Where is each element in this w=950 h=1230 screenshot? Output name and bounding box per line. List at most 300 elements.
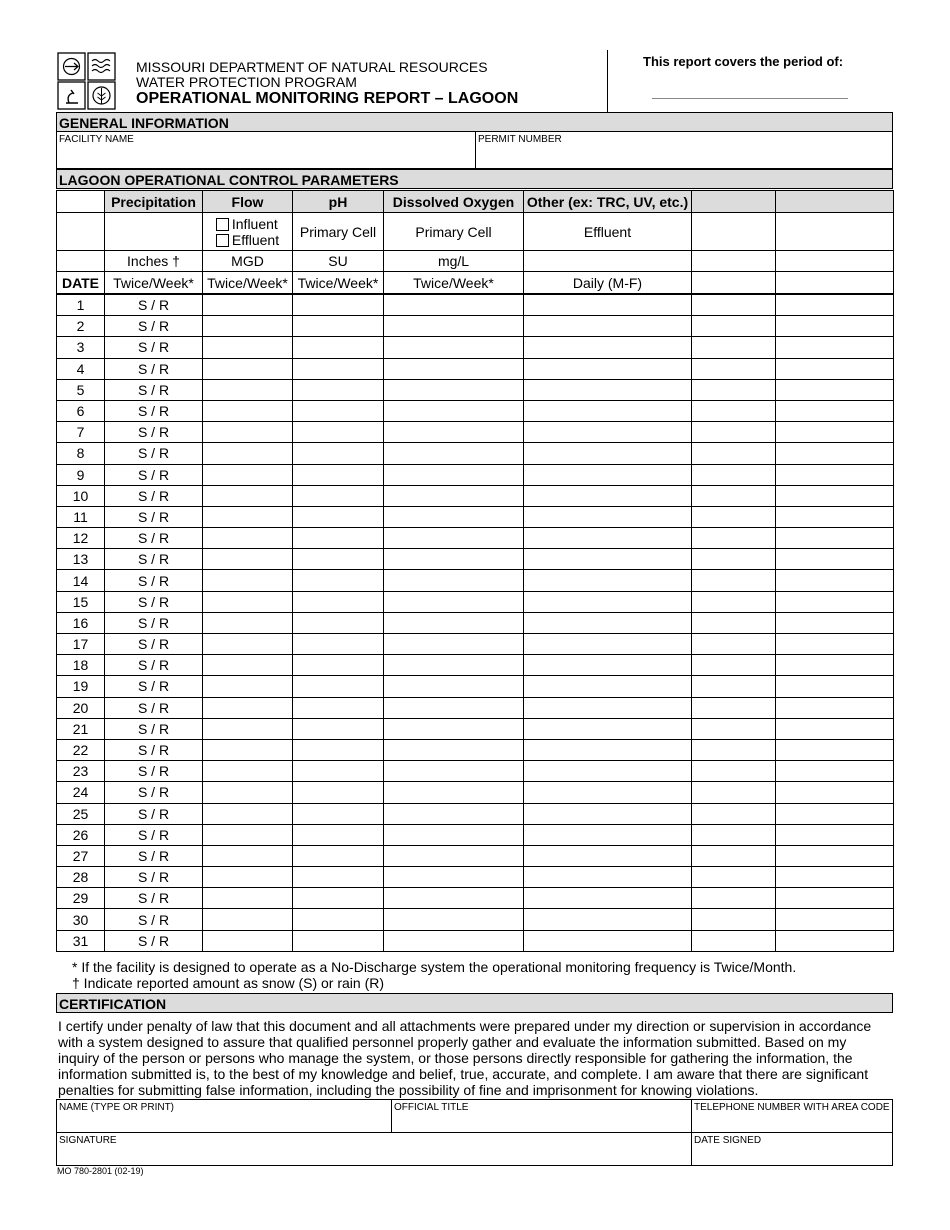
other-cell[interactable] <box>524 803 692 824</box>
table-row <box>57 294 894 316</box>
flow-cell[interactable] <box>203 549 293 570</box>
blank-cell-1[interactable] <box>692 400 776 421</box>
other-unit[interactable] <box>524 251 692 272</box>
blank-cell-2[interactable] <box>776 824 894 845</box>
precipitation-cell[interactable]: S / R <box>105 697 203 718</box>
other-cell[interactable] <box>524 739 692 760</box>
location-row <box>57 213 894 251</box>
other-cell[interactable] <box>524 909 692 930</box>
telephone-field[interactable] <box>691 1099 893 1133</box>
blank-cell-2[interactable] <box>776 803 894 824</box>
official-title-field[interactable] <box>391 1099 692 1133</box>
other-cell[interactable] <box>524 549 692 570</box>
other-cell[interactable] <box>524 845 692 866</box>
precipitation-cell[interactable]: S / R <box>105 379 203 400</box>
blank-cell-1[interactable] <box>692 612 776 633</box>
ph-cell[interactable] <box>293 358 384 379</box>
table-row <box>57 464 894 485</box>
do-cell[interactable] <box>384 676 524 697</box>
do-cell[interactable] <box>384 888 524 909</box>
do-cell[interactable] <box>384 845 524 866</box>
do-cell[interactable] <box>384 930 524 951</box>
flow-cell[interactable] <box>203 591 293 612</box>
precip-unit: Inches † <box>105 251 203 272</box>
day-number: 16 <box>57 612 105 633</box>
blank-cell-1[interactable] <box>692 591 776 612</box>
day-number: 1 <box>57 294 105 316</box>
ph-cell[interactable] <box>293 697 384 718</box>
blank-cell-1[interactable] <box>692 739 776 760</box>
general-information-heading: GENERAL INFORMATION <box>56 112 893 132</box>
flow-cell[interactable] <box>203 930 293 951</box>
do-cell[interactable] <box>384 400 524 421</box>
blank-cell-1[interactable] <box>692 930 776 951</box>
ph-cell[interactable] <box>293 634 384 655</box>
do-frequency: Twice/Week* <box>384 272 524 295</box>
precipitation-cell[interactable]: S / R <box>105 464 203 485</box>
blank-cell-2[interactable] <box>776 655 894 676</box>
other-cell[interactable] <box>524 824 692 845</box>
day-number: 21 <box>57 718 105 739</box>
blank-cell-2[interactable] <box>776 549 894 570</box>
precipitation-cell[interactable]: S / R <box>105 930 203 951</box>
telephone-label: TELEPHONE NUMBER WITH AREA CODE <box>694 1102 890 1113</box>
flow-cell[interactable] <box>203 888 293 909</box>
flow-cell[interactable] <box>203 867 293 888</box>
ph-cell[interactable] <box>293 909 384 930</box>
ph-cell[interactable] <box>293 930 384 951</box>
flow-type-cell <box>203 213 293 251</box>
other-cell[interactable] <box>524 443 692 464</box>
do-cell[interactable] <box>384 358 524 379</box>
other-cell[interactable] <box>524 506 692 527</box>
precipitation-cell[interactable]: S / R <box>105 761 203 782</box>
blank-cell-2[interactable] <box>776 294 894 316</box>
do-unit: mg/L <box>384 251 524 272</box>
ph-cell[interactable] <box>293 570 384 591</box>
permit-number-label: PERMIT NUMBER <box>478 134 562 145</box>
blank-cell-1[interactable] <box>692 464 776 485</box>
frequency-blank-1[interactable] <box>692 272 776 295</box>
day-number: 19 <box>57 676 105 697</box>
other-cell[interactable] <box>524 867 692 888</box>
ph-cell[interactable] <box>293 676 384 697</box>
precipitation-cell[interactable]: S / R <box>105 570 203 591</box>
other-cell[interactable] <box>524 612 692 633</box>
do-cell[interactable] <box>384 422 524 443</box>
blank-cell-2[interactable] <box>776 506 894 527</box>
do-cell[interactable] <box>384 718 524 739</box>
other-cell[interactable] <box>524 528 692 549</box>
do-cell[interactable] <box>384 655 524 676</box>
facility-name-field[interactable] <box>56 132 476 169</box>
other-cell[interactable] <box>524 655 692 676</box>
blank-cell-2[interactable] <box>776 782 894 803</box>
blank-cell-2[interactable] <box>776 612 894 633</box>
other-cell[interactable] <box>524 718 692 739</box>
other-cell[interactable] <box>524 888 692 909</box>
blank-cell-2[interactable] <box>776 464 894 485</box>
ph-cell[interactable] <box>293 506 384 527</box>
units-blank-2[interactable] <box>776 251 894 272</box>
blank-cell-2[interactable] <box>776 570 894 591</box>
table-row <box>57 888 894 909</box>
blank-cell-2[interactable] <box>776 358 894 379</box>
blank-cell-2[interactable] <box>776 443 894 464</box>
flow-cell[interactable] <box>203 697 293 718</box>
do-cell[interactable] <box>384 697 524 718</box>
do-cell[interactable] <box>384 443 524 464</box>
other-location: Effluent <box>524 213 692 251</box>
blank-cell-1[interactable] <box>692 316 776 337</box>
precipitation-cell[interactable]: S / R <box>105 888 203 909</box>
blank-cell-1[interactable] <box>692 528 776 549</box>
do-cell[interactable] <box>384 485 524 506</box>
blank-cell-1[interactable] <box>692 655 776 676</box>
table-row <box>57 358 894 379</box>
blank-cell-2[interactable] <box>776 379 894 400</box>
location-blank-2[interactable] <box>776 213 894 251</box>
col-blank-2[interactable] <box>776 191 894 213</box>
frequency-blank-2[interactable] <box>776 272 894 295</box>
table-row <box>57 400 894 421</box>
blank-cell-2[interactable] <box>776 888 894 909</box>
blank-cell-2[interactable] <box>776 634 894 655</box>
influent-checkbox[interactable] <box>216 218 229 231</box>
flow-cell[interactable] <box>203 803 293 824</box>
ph-cell[interactable] <box>293 464 384 485</box>
precipitation-cell[interactable]: S / R <box>105 739 203 760</box>
other-cell[interactable] <box>524 634 692 655</box>
blank-cell-1[interactable] <box>692 634 776 655</box>
blank-cell-1[interactable] <box>692 422 776 443</box>
blank-cell-2[interactable] <box>776 930 894 951</box>
blank-cell-2[interactable] <box>776 337 894 358</box>
ph-cell[interactable] <box>293 739 384 760</box>
form-title: OPERATIONAL MONITORING REPORT – LAGOON <box>136 90 519 107</box>
blank-cell-2[interactable] <box>776 676 894 697</box>
certification-heading: CERTIFICATION <box>56 993 893 1013</box>
precipitation-cell[interactable]: S / R <box>105 718 203 739</box>
do-cell[interactable] <box>384 782 524 803</box>
flow-cell[interactable] <box>203 422 293 443</box>
ph-cell[interactable] <box>293 824 384 845</box>
precipitation-cell[interactable]: S / R <box>105 528 203 549</box>
do-cell[interactable] <box>384 867 524 888</box>
blank-cell-2[interactable] <box>776 761 894 782</box>
other-frequency: Daily (M-F) <box>524 272 692 295</box>
other-cell[interactable] <box>524 294 692 316</box>
flow-cell[interactable] <box>203 739 293 760</box>
ph-cell[interactable] <box>293 443 384 464</box>
location-precip-cell <box>105 213 203 251</box>
table-row <box>57 761 894 782</box>
table-row <box>57 634 894 655</box>
precipitation-cell[interactable]: S / R <box>105 422 203 443</box>
day-rows <box>57 294 894 951</box>
precipitation-cell[interactable]: S / R <box>105 655 203 676</box>
ph-cell[interactable] <box>293 888 384 909</box>
blank-cell-2[interactable] <box>776 845 894 866</box>
period-label: This report covers the period of: <box>643 54 844 69</box>
do-cell[interactable] <box>384 612 524 633</box>
ph-cell[interactable] <box>293 655 384 676</box>
table-row <box>57 570 894 591</box>
day-number: 5 <box>57 379 105 400</box>
blank-cell-2[interactable] <box>776 422 894 443</box>
precipitation-cell[interactable]: S / R <box>105 676 203 697</box>
precipitation-cell[interactable]: S / R <box>105 612 203 633</box>
do-cell[interactable] <box>384 570 524 591</box>
do-cell[interactable] <box>384 379 524 400</box>
do-cell[interactable] <box>384 591 524 612</box>
flow-frequency: Twice/Week* <box>203 272 293 295</box>
ph-cell[interactable] <box>293 591 384 612</box>
do-cell[interactable] <box>384 294 524 316</box>
do-cell[interactable] <box>384 506 524 527</box>
table-row <box>57 676 894 697</box>
blank-cell-1[interactable] <box>692 867 776 888</box>
ph-cell[interactable] <box>293 845 384 866</box>
other-cell[interactable] <box>524 337 692 358</box>
do-cell[interactable] <box>384 739 524 760</box>
day-number: 6 <box>57 400 105 421</box>
blank-cell-1[interactable] <box>692 676 776 697</box>
ph-unit: SU <box>293 251 384 272</box>
precipitation-cell[interactable]: S / R <box>105 634 203 655</box>
flow-cell[interactable] <box>203 782 293 803</box>
blank-cell-2[interactable] <box>776 528 894 549</box>
col-precipitation: Precipitation <box>105 191 203 213</box>
blank-cell-2[interactable] <box>776 316 894 337</box>
flow-cell[interactable] <box>203 485 293 506</box>
precipitation-cell[interactable]: S / R <box>105 782 203 803</box>
other-cell[interactable] <box>524 697 692 718</box>
effluent-checkbox[interactable] <box>216 234 229 247</box>
ph-frequency: Twice/Week* <box>293 272 384 295</box>
precipitation-cell[interactable]: S / R <box>105 845 203 866</box>
blank-cell-1[interactable] <box>692 697 776 718</box>
blank-cell-2[interactable] <box>776 591 894 612</box>
flow-cell[interactable] <box>203 528 293 549</box>
precipitation-cell[interactable]: S / R <box>105 867 203 888</box>
table-row <box>57 930 894 951</box>
other-cell[interactable] <box>524 676 692 697</box>
blank-cell-1[interactable] <box>692 761 776 782</box>
other-cell[interactable] <box>524 485 692 506</box>
table-row <box>57 824 894 845</box>
signature-label: SIGNATURE <box>59 1135 117 1146</box>
blank-cell-1[interactable] <box>692 782 776 803</box>
do-cell[interactable] <box>384 761 524 782</box>
other-cell[interactable] <box>524 464 692 485</box>
precipitation-cell[interactable]: S / R <box>105 358 203 379</box>
flow-cell[interactable] <box>203 634 293 655</box>
precipitation-cell[interactable]: S / R <box>105 443 203 464</box>
flow-cell[interactable] <box>203 337 293 358</box>
permit-number-field[interactable] <box>475 132 893 169</box>
table-row <box>57 528 894 549</box>
flow-cell[interactable] <box>203 294 293 316</box>
precipitation-cell[interactable]: S / R <box>105 909 203 930</box>
flow-cell[interactable] <box>203 845 293 866</box>
table-row <box>57 845 894 866</box>
flow-cell[interactable] <box>203 761 293 782</box>
blank-cell-1[interactable] <box>692 824 776 845</box>
do-cell[interactable] <box>384 634 524 655</box>
flow-cell[interactable] <box>203 676 293 697</box>
table-row <box>57 549 894 570</box>
other-cell[interactable] <box>524 570 692 591</box>
day-number: 31 <box>57 930 105 951</box>
ph-cell[interactable] <box>293 549 384 570</box>
table-row <box>57 443 894 464</box>
other-cell[interactable] <box>524 930 692 951</box>
do-cell[interactable] <box>384 549 524 570</box>
ph-cell[interactable] <box>293 612 384 633</box>
blank-cell-1[interactable] <box>692 379 776 400</box>
flow-cell[interactable] <box>203 379 293 400</box>
flow-cell[interactable] <box>203 718 293 739</box>
certification-statement: I certify under penalty of law that this document and all attachments were prepared under my direction or supervision in accordance with a system designed to assure that qualified personnel properly gather and evaluate the information submitted. Based on my inquiry of the person or persons who manage the system, or those persons directly responsible for gathering the information, the information submitted is, to the best of my knowledge and belief, true, accurate, and complete. I am aware that there are significant penalties for submitting false information, including the possibility of fine and imprisonment for knowing violations. <box>58 1018 872 1098</box>
blank-cell-1[interactable] <box>692 549 776 570</box>
ph-cell[interactable] <box>293 400 384 421</box>
table-row <box>57 612 894 633</box>
day-number: 28 <box>57 867 105 888</box>
flow-cell[interactable] <box>203 443 293 464</box>
other-cell[interactable] <box>524 591 692 612</box>
blank-cell-1[interactable] <box>692 337 776 358</box>
blank-cell-2[interactable] <box>776 400 894 421</box>
col-other: Other (ex: TRC, UV, etc.) <box>524 191 692 213</box>
other-cell[interactable] <box>524 422 692 443</box>
other-cell[interactable] <box>524 358 692 379</box>
precipitation-cell[interactable]: S / R <box>105 337 203 358</box>
ph-cell[interactable] <box>293 528 384 549</box>
table-row <box>57 316 894 337</box>
day-number: 26 <box>57 824 105 845</box>
day-number: 11 <box>57 506 105 527</box>
column-header-row <box>57 191 894 213</box>
precipitation-cell[interactable]: S / R <box>105 824 203 845</box>
precipitation-cell[interactable]: S / R <box>105 400 203 421</box>
table-row <box>57 718 894 739</box>
ph-cell[interactable] <box>293 379 384 400</box>
do-cell[interactable] <box>384 909 524 930</box>
name-field[interactable] <box>56 1099 392 1133</box>
blank-cell-2[interactable] <box>776 718 894 739</box>
blank-cell-1[interactable] <box>692 506 776 527</box>
precipitation-cell[interactable]: S / R <box>105 485 203 506</box>
effluent-label: Effluent <box>231 231 280 248</box>
flow-cell[interactable] <box>203 316 293 337</box>
blank-cell-1[interactable] <box>692 358 776 379</box>
do-cell[interactable] <box>384 803 524 824</box>
blank-cell-1[interactable] <box>692 718 776 739</box>
other-cell[interactable] <box>524 379 692 400</box>
precipitation-cell[interactable]: S / R <box>105 316 203 337</box>
units-blank-1[interactable] <box>692 251 776 272</box>
blank-cell-2[interactable] <box>776 867 894 888</box>
blank-cell-1[interactable] <box>692 294 776 316</box>
table-row <box>57 803 894 824</box>
blank-cell-2[interactable] <box>776 697 894 718</box>
period-input-line[interactable] <box>652 98 848 99</box>
do-cell[interactable] <box>384 824 524 845</box>
day-number: 23 <box>57 761 105 782</box>
flow-cell[interactable] <box>203 570 293 591</box>
blank-cell-2[interactable] <box>776 909 894 930</box>
precipitation-cell[interactable]: S / R <box>105 549 203 570</box>
flow-cell[interactable] <box>203 612 293 633</box>
flow-cell[interactable] <box>203 909 293 930</box>
blank-cell-1[interactable] <box>692 570 776 591</box>
footnote-snow-rain: † Indicate reported amount as snow (S) or rain (R) <box>72 975 385 991</box>
ph-cell[interactable] <box>293 294 384 316</box>
precipitation-cell[interactable]: S / R <box>105 506 203 527</box>
date-signed-field[interactable] <box>691 1132 893 1166</box>
blank-cell-2[interactable] <box>776 739 894 760</box>
other-cell[interactable] <box>524 782 692 803</box>
frequency-row <box>57 272 894 295</box>
day-number: 22 <box>57 739 105 760</box>
ph-cell[interactable] <box>293 485 384 506</box>
other-cell[interactable] <box>524 316 692 337</box>
blank-cell-1[interactable] <box>692 909 776 930</box>
precipitation-cell[interactable]: S / R <box>105 591 203 612</box>
blank-cell-1[interactable] <box>692 888 776 909</box>
col-blank-1[interactable] <box>692 191 776 213</box>
precipitation-cell[interactable]: S / R <box>105 803 203 824</box>
flow-cell[interactable] <box>203 464 293 485</box>
flow-cell[interactable] <box>203 400 293 421</box>
blank-cell-2[interactable] <box>776 485 894 506</box>
ph-cell[interactable] <box>293 761 384 782</box>
blank-cell-1[interactable] <box>692 443 776 464</box>
col-ph: pH <box>293 191 384 213</box>
ph-cell[interactable] <box>293 782 384 803</box>
name-label: NAME (TYPE OR PRINT) <box>59 1102 175 1113</box>
date-signed-label: DATE SIGNED <box>694 1135 762 1146</box>
flow-cell[interactable] <box>203 655 293 676</box>
do-cell[interactable] <box>384 528 524 549</box>
ph-cell[interactable] <box>293 337 384 358</box>
other-cell[interactable] <box>524 761 692 782</box>
do-cell[interactable] <box>384 464 524 485</box>
flow-cell[interactable] <box>203 824 293 845</box>
do-cell[interactable] <box>384 316 524 337</box>
blank-cell-1[interactable] <box>692 803 776 824</box>
precipitation-cell[interactable]: S / R <box>105 294 203 316</box>
ph-cell[interactable] <box>293 422 384 443</box>
ph-cell[interactable] <box>293 316 384 337</box>
flow-cell[interactable] <box>203 358 293 379</box>
day-number: 2 <box>57 316 105 337</box>
ph-cell[interactable] <box>293 718 384 739</box>
table-row <box>57 655 894 676</box>
table-row <box>57 379 894 400</box>
other-cell[interactable] <box>524 400 692 421</box>
ph-cell[interactable] <box>293 867 384 888</box>
flow-cell[interactable] <box>203 506 293 527</box>
location-blank-1[interactable] <box>692 213 776 251</box>
blank-cell-1[interactable] <box>692 845 776 866</box>
blank-cell-1[interactable] <box>692 485 776 506</box>
do-cell[interactable] <box>384 337 524 358</box>
signature-field[interactable] <box>56 1132 692 1166</box>
table-row <box>57 697 894 718</box>
ph-cell[interactable] <box>293 803 384 824</box>
